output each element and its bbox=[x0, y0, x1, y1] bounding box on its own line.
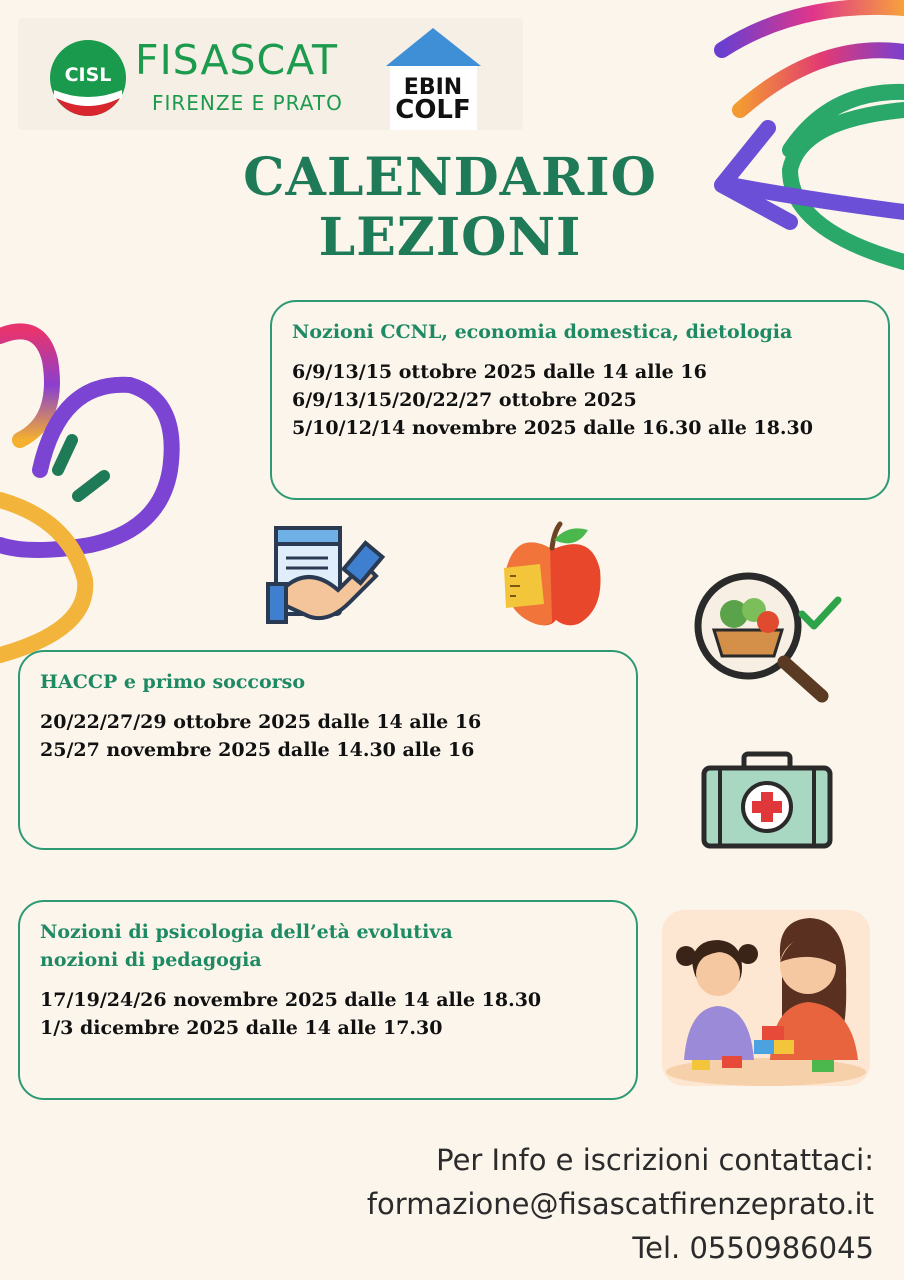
title-line-2: LEZIONI bbox=[318, 207, 582, 268]
section-psicologia bbox=[18, 900, 638, 1100]
first-aid-kit-icon bbox=[702, 752, 832, 848]
schedule-line: 6/9/13/15 ottobre 2025 dalle 14 alle 16 bbox=[292, 361, 707, 383]
section-heading: nozioni di pedagogia bbox=[40, 949, 262, 971]
food-magnifier-check-icon bbox=[692, 570, 842, 702]
section-haccp bbox=[18, 650, 638, 850]
schedule-line: 1/3 dicembre 2025 dalle 14 alle 17.30 bbox=[40, 1017, 443, 1039]
colf-text: COLF bbox=[395, 95, 471, 125]
fisascat-subtitle: FIRENZE E PRATO bbox=[152, 91, 343, 115]
ebin-text: EBIN bbox=[403, 75, 463, 100]
schedule-line: 17/19/24/26 novembre 2025 dalle 14 alle 18.30 bbox=[40, 989, 542, 1011]
contact-email[interactable]: formazione@fisascatfirenzeprato.it bbox=[366, 1187, 874, 1221]
apple-measuring-tape-icon bbox=[496, 520, 606, 630]
contact-label: Per Info e iscrizioni contattaci: bbox=[436, 1143, 874, 1177]
contact-phone[interactable]: Tel. 0550986045 bbox=[632, 1231, 874, 1265]
schedule-line: 5/10/12/14 novembre 2025 dalle 16.30 alle 18.30 bbox=[292, 417, 813, 439]
cisl-logo bbox=[48, 38, 128, 118]
contact-info bbox=[367, 1138, 874, 1270]
page-title bbox=[180, 148, 720, 268]
schedule-line: 25/27 novembre 2025 dalle 14.30 alle 16 bbox=[40, 739, 475, 761]
ebin-colf-logo bbox=[386, 28, 481, 130]
title-line-1: CALENDARIO bbox=[243, 147, 657, 208]
cisl-logo-text: CISL bbox=[64, 64, 112, 86]
section-heading: Nozioni di psicologia dell’età evolutiva bbox=[40, 921, 453, 943]
schedule-line: 6/9/13/15/20/22/27 ottobre 2025 bbox=[292, 389, 637, 411]
fisascat-name: FISASCAT bbox=[135, 36, 339, 84]
handshake-contract-icon bbox=[268, 524, 378, 630]
section-heading: Nozioni CCNL, economia domestica, dietologia bbox=[292, 321, 793, 343]
section-heading: HACCP e primo soccorso bbox=[40, 671, 306, 693]
mother-child-playing-icon bbox=[662, 910, 870, 1086]
schedule-line: 20/22/27/29 ottobre 2025 dalle 14 alle 16 bbox=[40, 711, 482, 733]
section-ccnl bbox=[270, 300, 890, 500]
